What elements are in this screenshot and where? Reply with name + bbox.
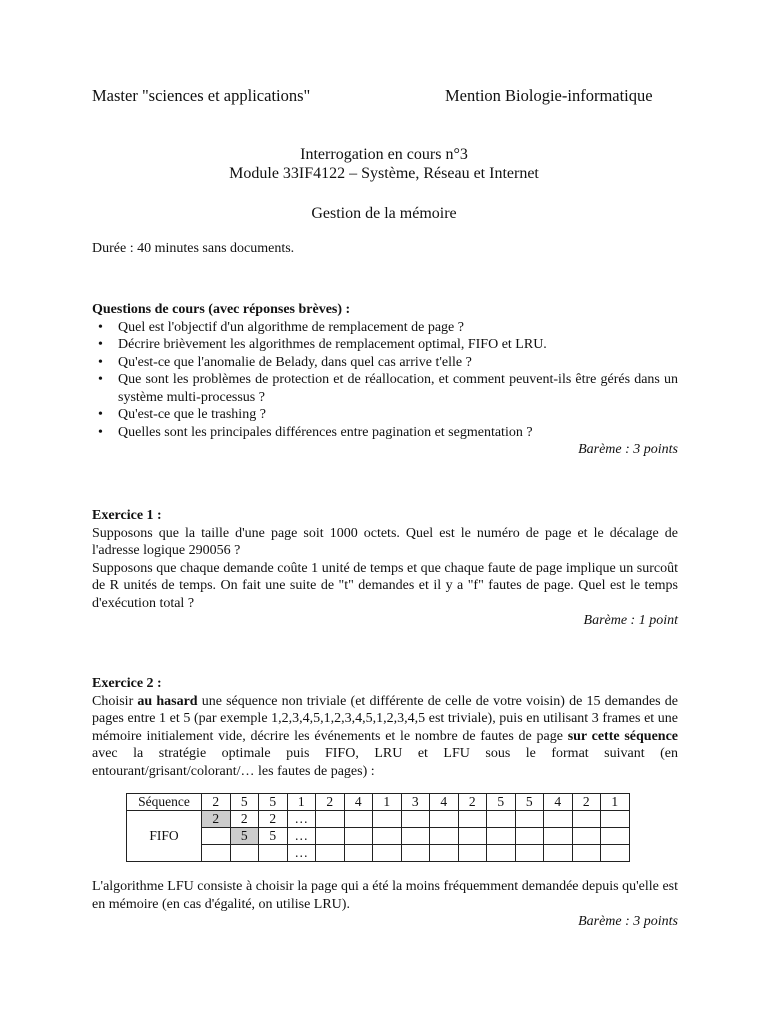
frame-cell bbox=[572, 811, 601, 828]
text-run-bold: sur cette séquence bbox=[567, 728, 679, 744]
questions-list bbox=[92, 319, 678, 442]
frame-cell bbox=[601, 811, 630, 828]
frame-cell bbox=[259, 845, 288, 862]
sequence-cell: 5 bbox=[230, 794, 259, 811]
question-item: • Que sont les problèmes de protection et de réallocation, et comment peuvent-ils être gérés dans un système multi-processus ? bbox=[92, 371, 678, 406]
frame-cell bbox=[458, 811, 487, 828]
frame-cell: 5 bbox=[259, 828, 288, 845]
frame-cell bbox=[515, 828, 544, 845]
title-topic: Gestion de la mémoire bbox=[311, 205, 457, 222]
exercise1-heading: Exercice 1 : bbox=[92, 508, 162, 523]
title-module: Module 33IF4122 – Système, Réseau et Internet bbox=[229, 165, 539, 182]
frame-cell bbox=[515, 845, 544, 862]
sequence-cell: 4 bbox=[344, 794, 373, 811]
frame-cell-fault: 5 bbox=[230, 828, 259, 845]
exercise2-paragraph bbox=[92, 693, 678, 781]
frame-cell bbox=[572, 828, 601, 845]
frame-cell bbox=[544, 811, 573, 828]
sequence-cell: 1 bbox=[601, 794, 630, 811]
sequence-cell: 1 bbox=[287, 794, 316, 811]
frame-cell bbox=[544, 828, 573, 845]
frame-cell bbox=[344, 828, 373, 845]
question-item: • Décrire brièvement les algorithmes de remplacement optimal, FIFO et LRU. bbox=[92, 336, 678, 354]
sequence-row bbox=[127, 794, 630, 811]
sequence-cell: 2 bbox=[458, 794, 487, 811]
frame-cell bbox=[373, 845, 402, 862]
frame-cell bbox=[458, 828, 487, 845]
questions-heading: Questions de cours (avec réponses brèves) : bbox=[92, 302, 351, 317]
sequence-table bbox=[126, 793, 630, 862]
frame-cell bbox=[344, 845, 373, 862]
text-run: avec la stratégie optimale puis FIFO, LRU et LFU sous le format suivant (en entourant/grisant/colorant/… les fautes de pages) : bbox=[92, 746, 678, 779]
frame-cell bbox=[430, 828, 459, 845]
fifo-row-3 bbox=[127, 845, 630, 862]
exercise1-paragraph1: Supposons que la taille d'une page soit 1000 octets. Quel est le numéro de page et le décalage de l'adresse logique 290056 ? bbox=[92, 525, 678, 558]
frame-cell bbox=[373, 811, 402, 828]
question-item: • Qu'est-ce que l'anomalie de Belady, dans quel cas arrive t'elle ? bbox=[92, 354, 678, 372]
exercise2-heading: Exercice 2 : bbox=[92, 676, 162, 691]
exercise1-bareme: Barème : 1 point bbox=[583, 613, 678, 628]
fifo-label: FIFO bbox=[127, 811, 202, 862]
text-run: Choisir bbox=[92, 693, 138, 709]
text-run: une séquence non triviale (et différente de celle de votre voisin) de 15 demandes de pages entre 1 et 5 (par exemple 1,2,3,4,5,1,2,3,4,5,1,2,3,4,5 est triviale), puis en utilisant 3 frames et une mémoire initialement vide, décrire les événements et le nombre de fautes de page bbox=[92, 693, 678, 744]
frame-cell bbox=[316, 828, 345, 845]
frame-cell bbox=[316, 845, 345, 862]
fifo-row-1 bbox=[127, 811, 630, 828]
sequence-cell: 3 bbox=[401, 794, 430, 811]
frame-cell bbox=[430, 811, 459, 828]
question-item: • Quelles sont les principales différences entre pagination et segmentation ? bbox=[92, 424, 678, 442]
frame-cell bbox=[344, 811, 373, 828]
sequence-label: Séquence bbox=[127, 794, 202, 811]
frame-cell bbox=[572, 845, 601, 862]
title-interrogation: Interrogation en cours n°3 bbox=[300, 146, 468, 163]
header-master: Master "sciences et applications" bbox=[92, 86, 311, 105]
frame-cell: … bbox=[287, 811, 316, 828]
frame-cell bbox=[487, 828, 516, 845]
fifo-row-2 bbox=[127, 828, 630, 845]
sequence-cell: 4 bbox=[430, 794, 459, 811]
sequence-cell: 2 bbox=[202, 794, 231, 811]
questions-bareme: Barème : 3 points bbox=[578, 442, 678, 457]
exercise2-section bbox=[92, 675, 678, 780]
sequence-cell: 2 bbox=[316, 794, 345, 811]
question-item: • Quel est l'objectif d'un algorithme de remplacement de page ? bbox=[92, 319, 678, 337]
sequence-cell: 2 bbox=[572, 794, 601, 811]
frame-cell-fault: 2 bbox=[202, 811, 231, 828]
frame-cell bbox=[458, 845, 487, 862]
lfu-section bbox=[92, 878, 678, 931]
sequence-cell: 5 bbox=[515, 794, 544, 811]
duration-text: Durée : 40 minutes sans documents. bbox=[92, 241, 295, 256]
lfu-description: L'algorithme LFU consiste à choisir la page qui a été la moins fréquemment demandée depuis qu'elle est en mémoire (en cas d'égalité, on utilise LRU). bbox=[92, 879, 678, 912]
exercise2-bareme: Barème : 3 points bbox=[578, 914, 678, 929]
frame-cell bbox=[601, 845, 630, 862]
header-mention: Mention Biologie-informatique bbox=[445, 86, 653, 105]
frame-cell bbox=[202, 828, 231, 845]
exercise1-section bbox=[92, 507, 678, 630]
frame-cell bbox=[601, 828, 630, 845]
sequence-cell: 5 bbox=[259, 794, 288, 811]
questions-section bbox=[92, 301, 678, 459]
frame-cell: 2 bbox=[259, 811, 288, 828]
sequence-cell: 1 bbox=[373, 794, 402, 811]
frame-cell: … bbox=[287, 845, 316, 862]
frame-cell bbox=[515, 811, 544, 828]
frame-cell bbox=[316, 811, 345, 828]
frame-cell bbox=[373, 828, 402, 845]
frame-cell bbox=[487, 845, 516, 862]
frame-cell bbox=[430, 845, 459, 862]
exercise1-paragraph2: Supposons que chaque demande coûte 1 unité de temps et que chaque faute de page implique un surcoût de R unités de temps. On fait une suite de "t" demandes et il y a "f" fautes de page. Quel est le temps d'exécution total ? bbox=[92, 560, 678, 611]
frame-cell bbox=[401, 828, 430, 845]
frame-cell bbox=[487, 811, 516, 828]
frame-cell bbox=[401, 811, 430, 828]
frame-cell: 2 bbox=[230, 811, 259, 828]
frame-cell bbox=[202, 845, 231, 862]
frame-cell bbox=[544, 845, 573, 862]
sequence-cell: 4 bbox=[544, 794, 573, 811]
question-item: • Qu'est-ce que le trashing ? bbox=[92, 406, 678, 424]
text-run-bold: au hasard bbox=[137, 693, 198, 709]
frame-cell bbox=[230, 845, 259, 862]
frame-cell: … bbox=[287, 828, 316, 845]
frame-cell bbox=[401, 845, 430, 862]
sequence-cell: 5 bbox=[487, 794, 516, 811]
